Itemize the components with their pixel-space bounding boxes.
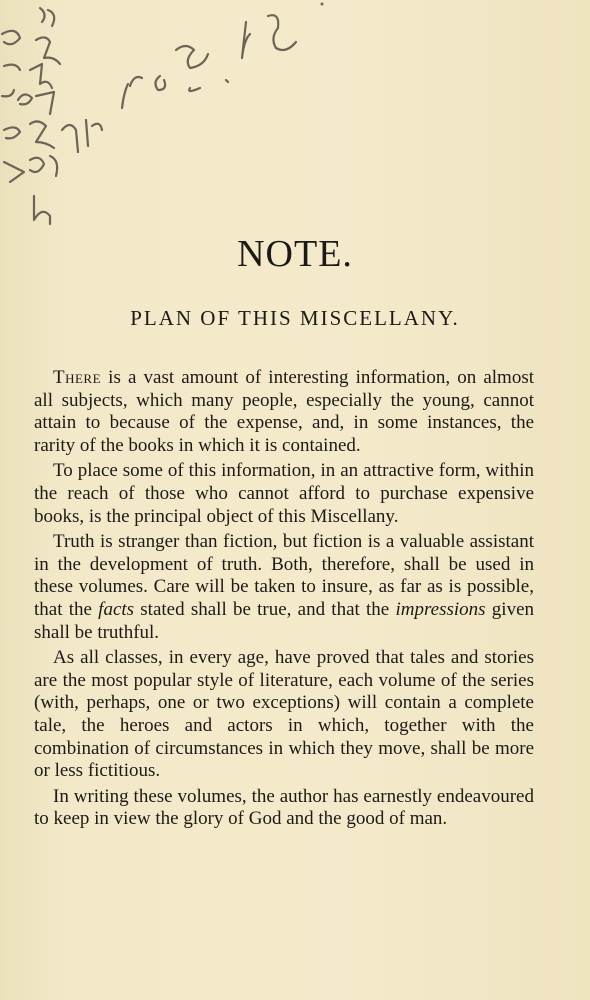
section-heading: PLAN OF THIS MISCELLANY. — [130, 306, 460, 330]
paragraph-1-text: is a vast amount of interesting information, on almost all subjects, which many people, especially the young, cannot attain to because of the expense, and, in some instances, the rarity of the books in which it is contained. — [34, 367, 534, 456]
page-title: NOTE. — [237, 233, 353, 275]
paragraph-4: As all classes, in every age, have proved that tales and stories are the most popular style of literature, each volume of the series (with, perhaps, one or two exceptions) will contain a complete tale, the heroes and actors in which, together with the combination of circumstances in which they move, shall be more or less fictitious. — [34, 647, 534, 782]
paragraph-3-text-c: given shall be truthful. — [34, 598, 535, 643]
paragraph-3-text-b: stated shall be true, and that the — [134, 598, 396, 620]
paragraph-3-text-a: Truth is stranger than fiction, but fiction is a valuable assistant in the development of truth. Both, therefore, shall be used in these volumes. Care will be taken to insure, as far as is possible, that the — [34, 531, 534, 620]
paragraph-2: To place some of this information, in an attractive form, within the reach of those who cannot afford to purchase expensive books, is the principal object of this Miscellany. — [34, 460, 534, 527]
note-body — [34, 367, 534, 834]
italic-impressions: impressions — [395, 598, 486, 620]
drop-word: There — [53, 367, 102, 388]
paragraph-5: In writing these volumes, the author has earnestly endeavoured to keep in view the glory of God and the good of man. — [34, 785, 534, 830]
paragraph-1 — [34, 367, 534, 457]
italic-facts: facts — [98, 598, 135, 620]
paragraph-3 — [34, 531, 534, 644]
pencil-annotation — [0, 0, 330, 230]
